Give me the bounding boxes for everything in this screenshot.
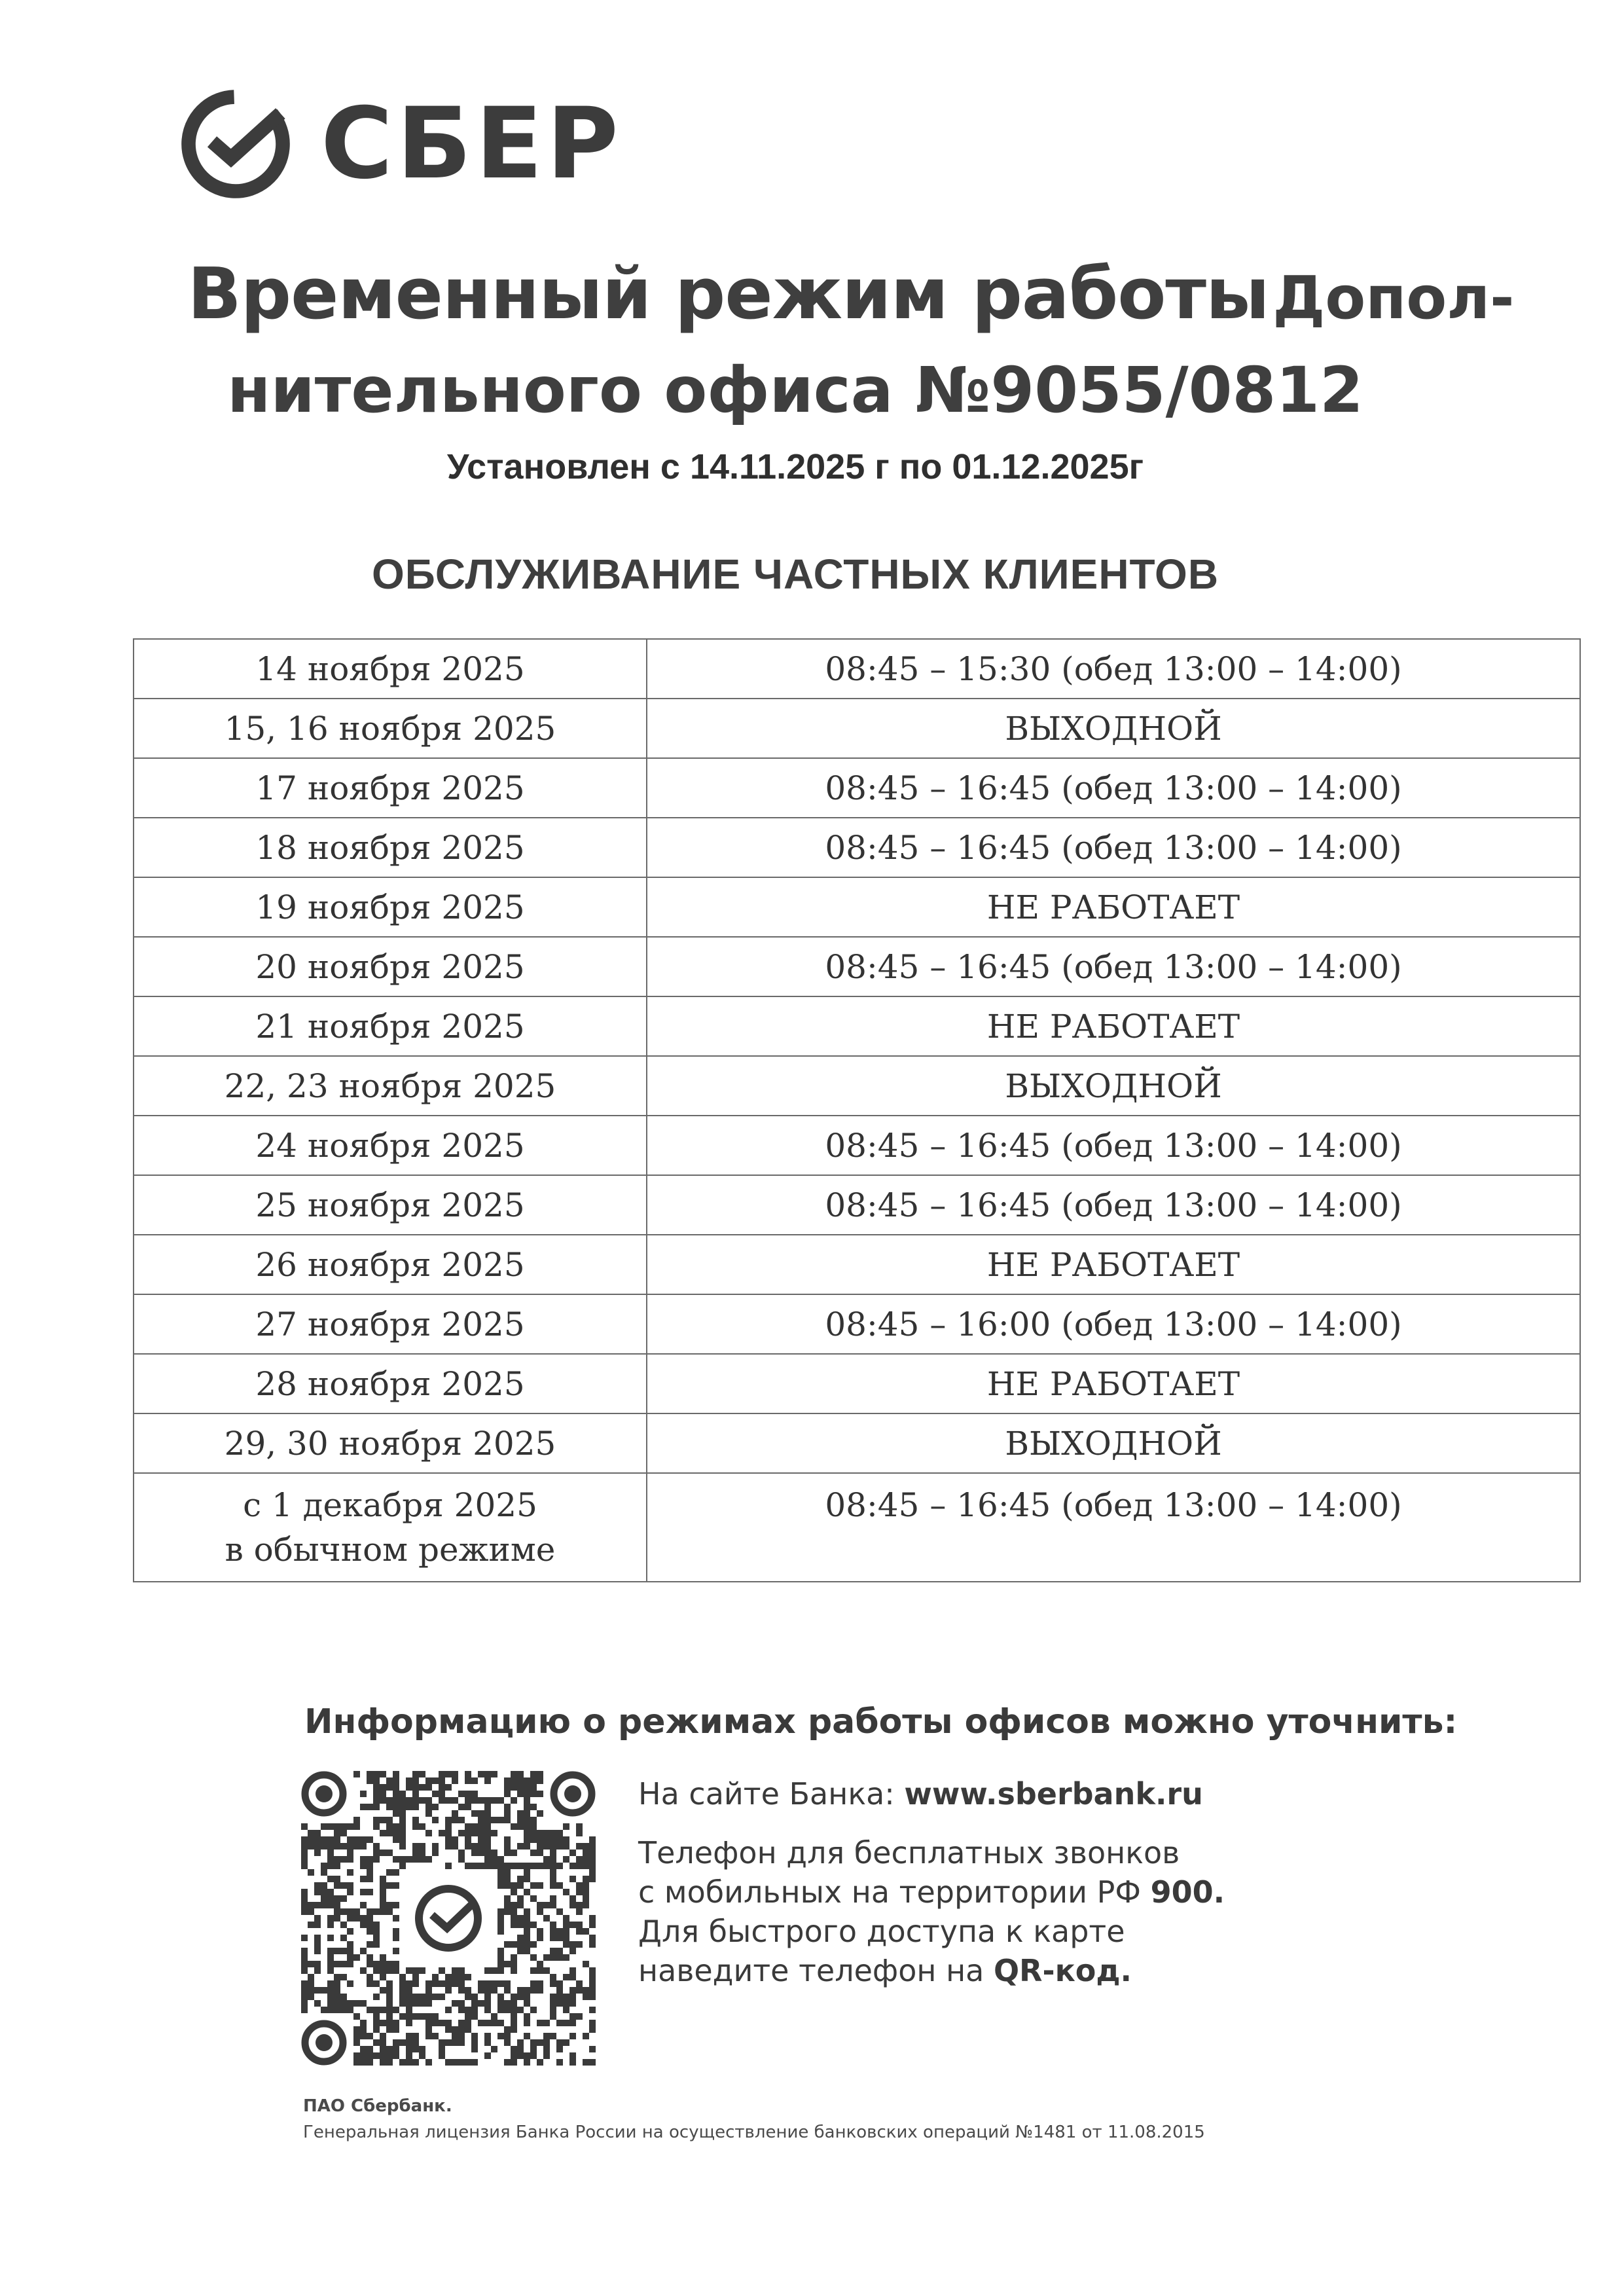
period-text: Установлен с 14.11.2025 г по 01.12.2025г [446, 447, 1144, 486]
footer-org: ПАО Сбербанк. [303, 2096, 452, 2116]
schedule-date: 22, 23 ноября 2025 [134, 1056, 647, 1116]
sber-check-icon [177, 85, 295, 203]
schedule-hours: НЕ РАБОТАЕТ [647, 996, 1580, 1056]
table-row [134, 1354, 1580, 1413]
site-link[interactable]: www.sberbank.ru [904, 1776, 1203, 1812]
qr-code[interactable] [301, 1771, 596, 2066]
table-row [134, 1056, 1580, 1116]
date-line2: в обычном режиме [225, 1531, 556, 1569]
schedule-hours: НЕ РАБОТАЕТ [647, 1354, 1580, 1413]
table-row [134, 1175, 1580, 1235]
schedule-hours: 08:45 – 16:45 (обед 13:00 – 14:00) [647, 818, 1580, 877]
phone-line1: Телефон для бесплатных звонков [638, 1835, 1180, 1870]
schedule-hours: НЕ РАБОТАЕТ [647, 1235, 1580, 1294]
schedule-date: 19 ноября 2025 [134, 877, 647, 937]
schedule-date: 14 ноября 2025 [134, 639, 647, 699]
schedule-date: 26 ноября 2025 [134, 1235, 647, 1294]
brand-name: СБЕР [321, 87, 623, 201]
schedule-date: 25 ноября 2025 [134, 1175, 647, 1235]
table-row [134, 1116, 1580, 1175]
qr-prefix: наведите телефон на [638, 1953, 984, 1988]
schedule-date: 27 ноября 2025 [134, 1294, 647, 1354]
schedule-hours: 08:45 – 16:45 (обед 13:00 – 14:00) [647, 1116, 1580, 1175]
table-row [134, 699, 1580, 758]
qr-line2 [638, 1951, 1225, 1990]
site-label: На сайте Банка: [638, 1776, 895, 1812]
schedule-date: 18 ноября 2025 [134, 818, 647, 877]
contact-info [638, 1774, 1225, 1990]
table-row [134, 937, 1580, 996]
table-row [134, 758, 1580, 818]
schedule-hours: НЕ РАБОТАЕТ [647, 877, 1580, 937]
schedule-date: 21 ноября 2025 [134, 996, 647, 1056]
schedule-date: 20 ноября 2025 [134, 937, 647, 996]
qr-line1: Для быстрого доступа к карте [638, 1914, 1125, 1949]
schedule-hours: ВЫХОДНОЙ [647, 1413, 1580, 1473]
page-title [131, 252, 1571, 337]
schedule-table [133, 638, 1581, 1582]
schedule-hours: 08:45 – 16:45 (обед 13:00 – 14:00) [647, 758, 1580, 818]
table-row [134, 1235, 1580, 1294]
section-title: ОБСЛУЖИВАНИЕ ЧАСТНЫХ КЛИЕНТОВ [371, 551, 1219, 598]
site-line [638, 1774, 1225, 1813]
schedule-date: 24 ноября 2025 [134, 1116, 647, 1175]
schedule-hours: ВЫХОДНОЙ [647, 1056, 1580, 1116]
phone-number[interactable]: 900. [1150, 1874, 1225, 1910]
table-row [134, 996, 1580, 1056]
schedule-hours: ВЫХОДНОЙ [647, 699, 1580, 758]
title-line2: нительного офиса №9055/0812 [227, 354, 1363, 427]
table-row [134, 1473, 1580, 1582]
schedule-hours: 08:45 – 15:30 (обед 13:00 – 14:00) [647, 639, 1580, 699]
date-line1: с 1 декабря 2025 [243, 1486, 537, 1524]
schedule-hours: 08:45 – 16:00 (обед 13:00 – 14:00) [647, 1294, 1580, 1354]
schedule-date: 29, 30 ноября 2025 [134, 1413, 647, 1473]
table-row [134, 1294, 1580, 1354]
schedule-hours: 08:45 – 16:45 (обед 13:00 – 14:00) [647, 1473, 1580, 1582]
info-heading: Информацию о режимах работы офисов можно уточнить: [304, 1702, 1458, 1741]
schedule-date: 28 ноября 2025 [134, 1354, 647, 1413]
phone-line2 [638, 1872, 1225, 1912]
table-row [134, 639, 1580, 699]
schedule-hours: 08:45 – 16:45 (обед 13:00 – 14:00) [647, 937, 1580, 996]
phone-prefix: с мобильных на территории РФ [638, 1874, 1141, 1910]
footer [303, 2093, 1205, 2145]
sber-logo [177, 85, 623, 203]
title-rest: Допол- [1272, 264, 1515, 333]
table-row [134, 1413, 1580, 1473]
schedule-hours: 08:45 – 16:45 (обед 13:00 – 14:00) [647, 1175, 1580, 1235]
schedule-date: 17 ноября 2025 [134, 758, 647, 818]
schedule-date: 15, 16 ноября 2025 [134, 699, 647, 758]
footer-license: Генеральная лицензия Банка России на осуществление банковских операций №1481 от 11.08.2015 [303, 2123, 1205, 2142]
title-main: Временный режим работы [187, 253, 1269, 335]
schedule-date [134, 1473, 647, 1582]
qr-word: QR-код. [993, 1953, 1132, 1988]
table-row [134, 877, 1580, 937]
table-row [134, 818, 1580, 877]
